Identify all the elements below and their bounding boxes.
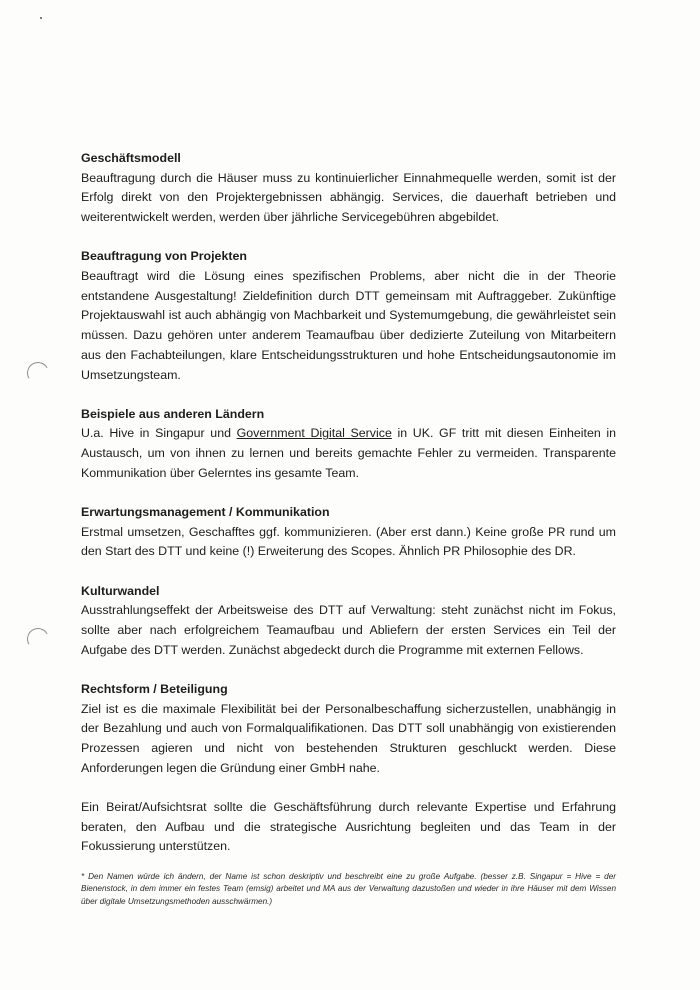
document-body — [81, 149, 616, 908]
section-erwartungsmanagement — [81, 503, 616, 562]
section-geschaeftsmodell — [81, 149, 616, 228]
punch-hole-mark-bottom — [25, 626, 52, 653]
paragraph-text-before: U.a. Hive in Singapur und — [81, 426, 237, 441]
section-paragraph: Beauftragt wird die Lösung eines spezifischen Problems, aber nicht die in der Theorie entstandene Ausgestaltung! Zieldefinition durch DTT gemeinsam mit Auftraggeber. Zukünftige Projektauswahl ist auch abhängig von Machbarkeit und Systemumgebung, die gewährleistet sein müssen. Dazu gehören unter anderem Teamaufbau über dedizierte Zuteilung von Mitarbeitern aus den Fachabteilungen, klare Entscheidungsstrukturen und hohe Entscheidungsautonomie im Umsetzungsteam. — [81, 269, 616, 382]
section-heading: Beauftragung von Projekten — [81, 249, 247, 264]
section-beauftragung — [81, 247, 616, 385]
section-kulturwandel — [81, 582, 616, 661]
closing-section — [81, 798, 616, 857]
section-paragraph: Erstmal umsetzen, Geschafftes ggf. kommunizieren. (Aber erst dann.) Keine große PR rund um den Start des DTT und keine (!) Erweiterung des Scopes. Ähnlich PR Philosophie des DR. — [81, 524, 616, 559]
section-heading: Rechtsform / Beteiligung — [81, 681, 228, 696]
underlined-reference: Government Digital Service — [236, 426, 392, 441]
section-paragraph: Ziel ist es die maximale Flexibilität bei der Personalbeschaffung sicherzustellen, unabhängig in der Bezahlung und auch von Formalqualifikationen. Das DTT soll unabhängig von existierenden Prozessen agieren und nicht von bestehenden Strukturen geschluckt werden. Diese Anforderungen legen die Gründung einer GmbH nahe. — [81, 701, 616, 775]
section-rechtsform — [81, 680, 616, 779]
closing-paragraph: Ein Beirat/Aufsichtsrat sollte die Geschäftsführung durch relevante Expertise und Erfahrung beraten, den Aufbau und die strategische Ausrichtung begleiten und das Team in der Fokussierung unterstützen. — [81, 799, 616, 854]
footnote: * Den Namen würde ich ändern, der Name ist schon deskriptiv und beschreibt eine zu große Aufgabe. (besser z.B. Singapur = Hive = der Bienenstock, in dem immer ein festes Team (emsig) arbeitet und MA aus der Verwaltung dazustoßen und wieder in ihre Häuser mit dem Wissen über digitale Umsetzungsmethoden ausschwärmen.) — [81, 871, 616, 906]
scan-speck — [40, 17, 42, 19]
punch-hole-mark-top — [25, 360, 52, 387]
section-heading: Erwartungsmanagement / Kommunikation — [81, 505, 330, 520]
section-heading: Beispiele aus anderen Ländern — [81, 406, 265, 421]
section-paragraph — [81, 424, 616, 483]
section-beispiele — [81, 405, 616, 484]
section-heading: Geschäftsmodell — [81, 151, 181, 165]
section-heading: Kulturwandel — [81, 583, 160, 598]
section-paragraph: Ausstrahlungseffekt der Arbeitsweise des DTT auf Verwaltung: steht zunächst nicht im Fokus, sollte aber nach erfolgreichem Teamaufbau und Abliefern der ersten Services ein Teil der Aufgabe des DTT werden. Zunächst abgedeckt durch die Programme mit externen Fellows. — [81, 603, 616, 657]
section-paragraph: Beauftragung durch die Häuser muss zu kontinuierlicher Einnahmequelle werden, somit ist der Erfolg direkt von den Projektergebnissen abhängig. Services, die dauerhaft betrieben und weiterentwickelt werden, werden über jährliche Servicegebühren abgebildet. — [81, 170, 616, 225]
paragraph-text-after: in UK. GF tritt mit diesen Einheiten in Austausch, um von ihnen zu lernen und bereits gemachte Fehler zu vermeiden. Transparente Kommunikation über Gelerntes ins gesamte Team. — [81, 426, 617, 480]
